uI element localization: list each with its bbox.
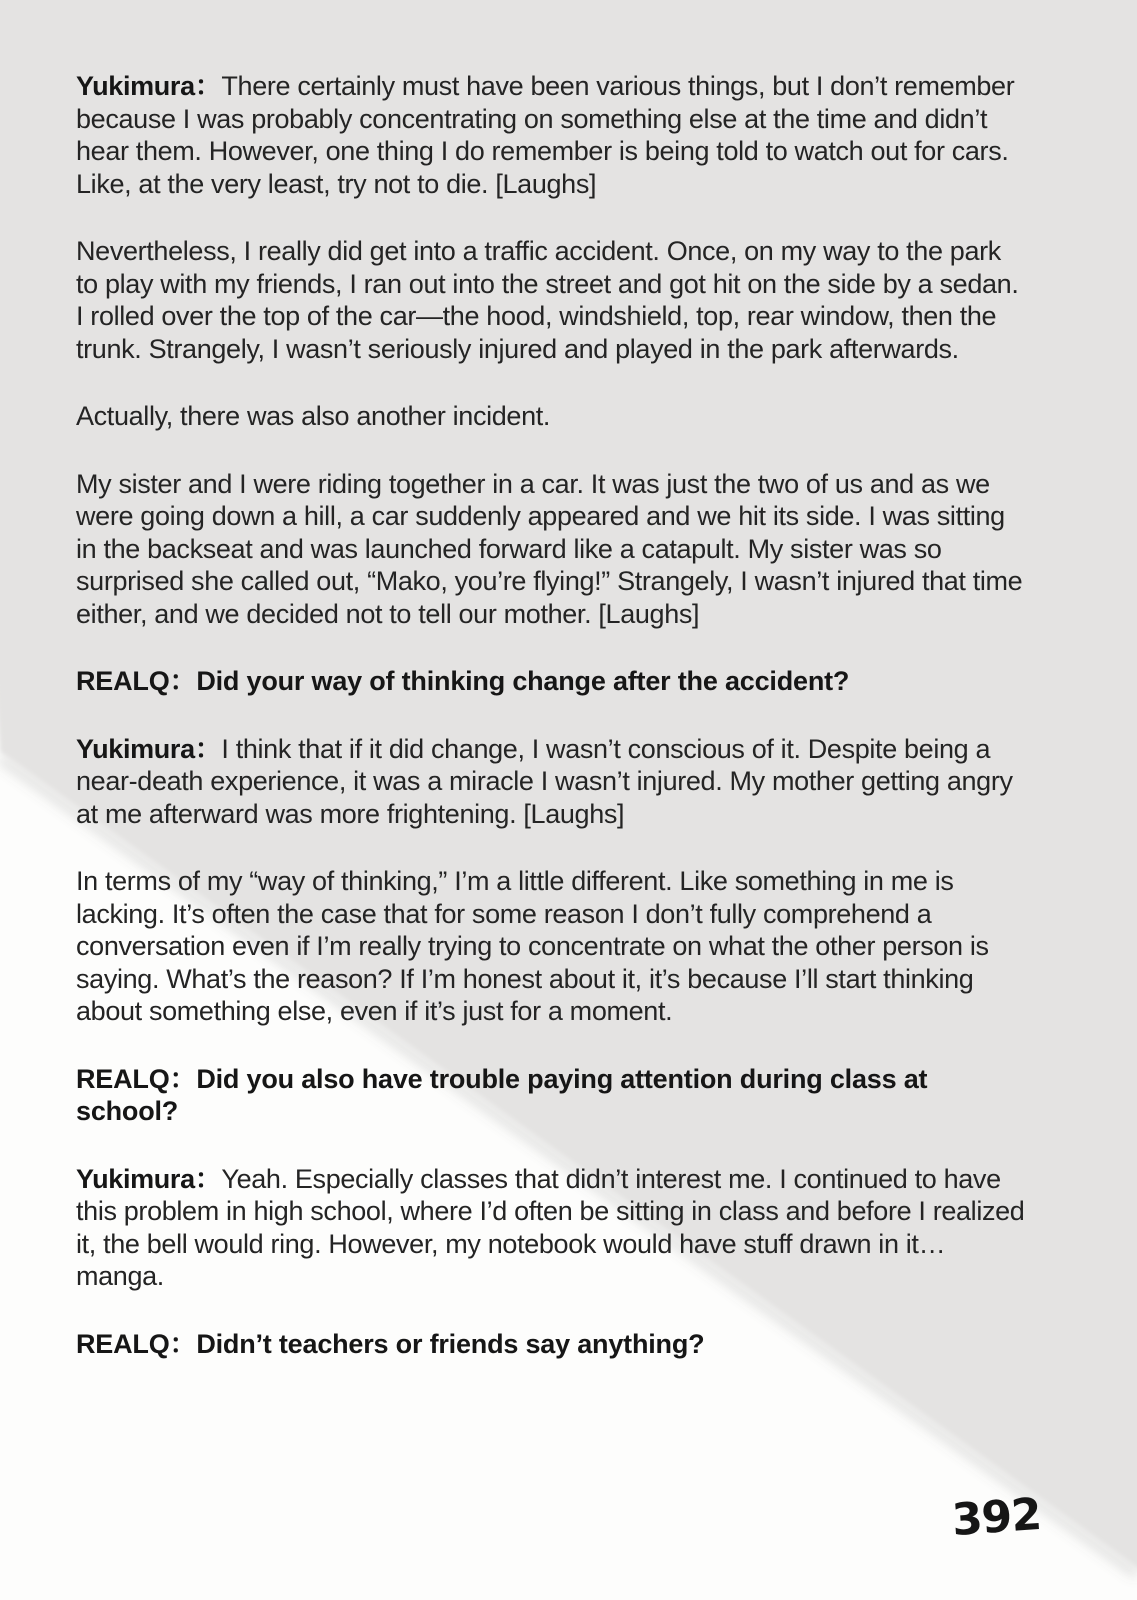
question-paragraph: REALQ：Did you also have trouble paying attention during class at school? <box>76 1063 928 1126</box>
body-paragraph: Nevertheless, I really did get into a traffic accident. Once, on my way to the park to play with my friends, I ran out into the street and got hit on the side by a sedan. I rolled over the top of the car—the hood, windshield, top, rear window, then the trunk. Strangely, I wasn’t seriously injured and played in the park afterwards. <box>76 236 1019 364</box>
speaker-label: REALQ： <box>76 666 197 696</box>
body-paragraph: In terms of my “way of thinking,” I’m a little different. Like something in me is lacking. It’s often the case that for some reason I don’t fully comprehend a conversation even if I’m really trying to concentrate on what the other person is saying. What’s the reason? If I’m honest about it, it’s because I’ll start thinking about something else, even if it’s just for a moment. <box>76 866 989 1026</box>
answer-paragraph: Yukimura：I think that if it did change, I wasn’t conscious of it. Despite being a near-death experience, it was a miracle I wasn’t injured. My mother getting angry at me afterward was more frightening. [Laughs] <box>76 733 1013 829</box>
interview-content <box>76 70 1026 1360</box>
answer-paragraph: Yukimura：There certainly must have been various things, but I don’t remember because I was probably concentrating on something else at the time and didn’t hear them. However, one thing I do remember is being told to watch out for cars. Like, at the very least, try not to die. [Laughs] <box>76 71 1015 199</box>
interview-blocks <box>76 70 1026 1360</box>
question-paragraph: REALQ：Didn’t teachers or friends say anything? <box>76 1328 705 1359</box>
speaker-label: REALQ： <box>76 1063 197 1094</box>
answer-paragraph: Yukimura：Yeah. Especially classes that didn’t interest me. I continued to have this problem in high school, where I’d often be sitting in class and before I realized it, the bell would ring. However, my notebook would have stuff drawn in it…manga. <box>76 1163 1025 1291</box>
speaker-label: Yukimura： <box>76 71 222 101</box>
speaker-label: REALQ： <box>76 1328 197 1359</box>
speaker-label: Yukimura： <box>76 733 222 764</box>
question-paragraph: REALQ：Did your way of thinking change after the accident? <box>76 666 850 696</box>
page-number: 392 <box>950 1488 1043 1547</box>
body-paragraph: My sister and I were riding together in a car. It was just the two of us and as we were going down a hill, a car suddenly appeared and we hit its side. I was sitting in the backseat and was launched forward like a catapult. My sister was so surprised she called out, “Mako, you’re flying!” Strangely, I wasn’t injured that time either, and we decided not to tell our mother. [Laughs] <box>76 468 1023 629</box>
speaker-label: Yukimura： <box>76 1163 222 1194</box>
body-paragraph: Actually, there was also another incident. <box>76 401 551 431</box>
